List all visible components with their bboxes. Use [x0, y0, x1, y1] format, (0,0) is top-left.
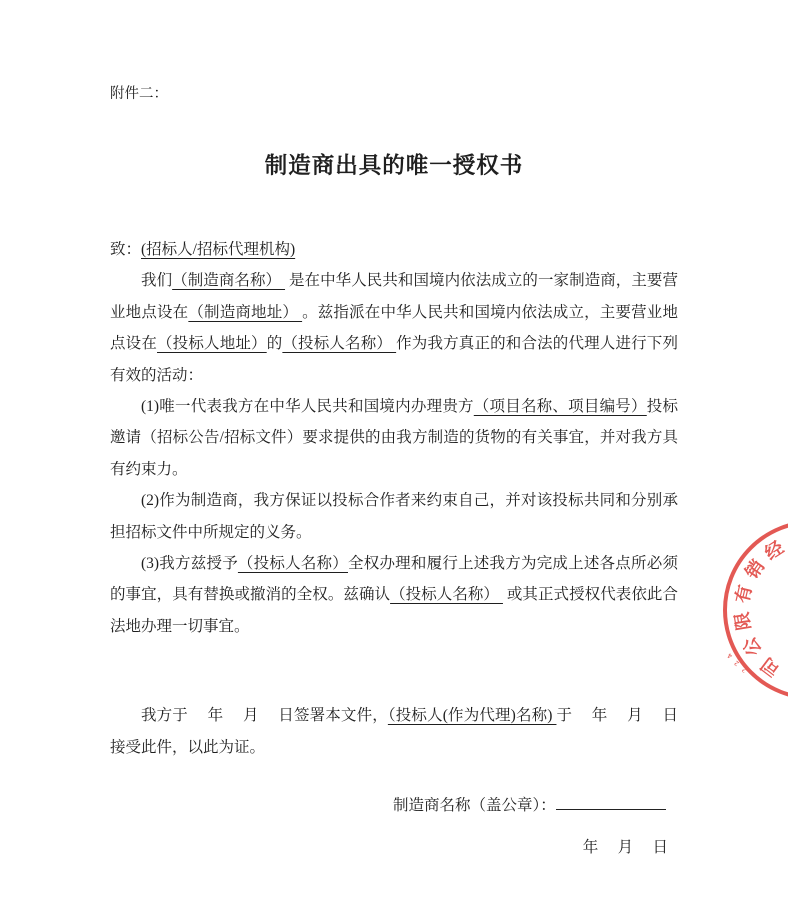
manufacturer-address-placeholder: （制造商地址） [188, 303, 303, 321]
text-run: 于 年 月 日接受此件，以此为证。 [110, 707, 678, 756]
document-title: 制造商出具的唯一授权书 [264, 153, 524, 178]
recipient-placeholder: (招标人/招标代理机构) [141, 241, 296, 258]
text-run: (3)我方兹授予 [141, 555, 238, 573]
paragraph-closing [110, 700, 678, 763]
text-run: (1)唯一代表我方在中华人民共和国境内办理贵方 [141, 398, 474, 416]
text-run: 作为我方真正的和合法的代理人进行下列有效的活动： [110, 335, 678, 384]
text-run: 的 [266, 335, 283, 353]
paragraph-intro [110, 265, 678, 391]
salutation-prefix: 致： [110, 241, 142, 258]
bidder-name-placeholder: （投标人名称） [390, 586, 503, 604]
text-run: (2)作为制造商，我方保证以投标合作者来约束自己，并对该投标共同和分别承担招标文件中所规定的义务。 [110, 492, 678, 541]
seal-char: 经 [761, 537, 788, 564]
date-row: 年 月 日 [582, 838, 668, 856]
seal-char: 公 [738, 633, 766, 660]
paragraph-item-1 [110, 391, 678, 485]
paragraph-item-2 [110, 485, 678, 548]
text-run: 或其正式授权代表依此合法地办理一切事宜。 [110, 586, 678, 635]
seal-serial-digit: 2 [739, 665, 749, 675]
text-run: 全权办理和履行上述我方为完成上述各点所必须的事宜，具有替换或撤消的全权。兹确认 [110, 555, 678, 604]
text-run: 投标邀请（招标公告/招标文件）要求提供的由我方制造的货物的有关事宜，并对我方具有约束力。 [110, 398, 678, 478]
paragraph-item-3 [110, 548, 678, 642]
signature-row [393, 790, 678, 821]
seal-char: 司 [757, 653, 784, 681]
bidder-name-placeholder: （投标人名称） [282, 335, 397, 353]
text-run: 我方于 年 月 日签署本文件， [141, 707, 388, 725]
text-run: 是在中华人民共和国境内依法成立的一家制造商，主要营业地点设在 [110, 272, 678, 321]
seal-char: 限 [731, 610, 755, 632]
seal-char: 销 [741, 556, 769, 583]
project-name-number-placeholder: （项目名称、项目编号） [473, 398, 647, 416]
bidder-name-placeholder: （投标人名称） [237, 555, 348, 573]
salutation-line [110, 234, 678, 265]
seal-serial-digit: 2 [732, 658, 741, 669]
company-seal-stamp [718, 515, 788, 705]
seal-char: 有 [732, 583, 756, 606]
seal-serial-digit: 4 [726, 651, 734, 662]
attachment-label: 附件二： [110, 86, 168, 102]
stamp-label: 制造商名称（盖公章）： [393, 797, 556, 815]
document-content [110, 0, 678, 863]
bidder-agent-name-placeholder: （投标人(作为代理)名称) [387, 707, 557, 725]
signature-blank-line [556, 793, 666, 810]
text-run: 。兹指派在中华人民共和国境内依法成立，主要营业地点设在 [110, 303, 678, 353]
text-run: 我们 [141, 272, 173, 290]
manufacturer-name-placeholder: （制造商名称） [172, 272, 286, 290]
bidder-address-placeholder: （投标人地址） [157, 335, 267, 353]
